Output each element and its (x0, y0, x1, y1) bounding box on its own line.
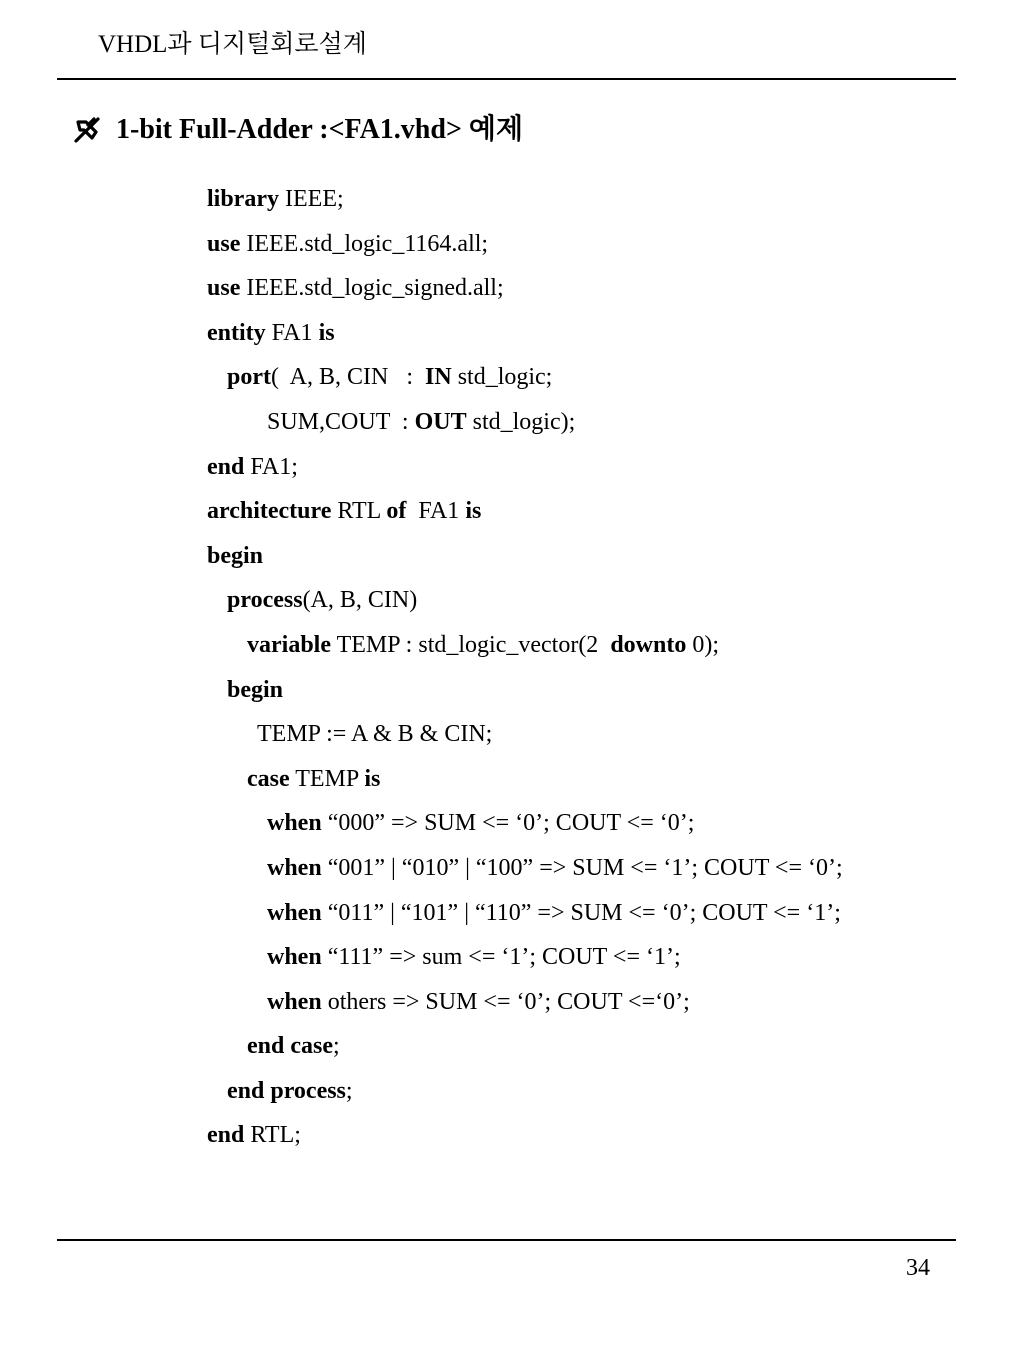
code-text: TEMP : std_logic_vector(2 (331, 631, 611, 658)
code-keyword: entity (207, 319, 266, 346)
code-keyword: end (207, 1122, 245, 1149)
code-keyword: end (207, 453, 245, 480)
code-line (207, 1024, 843, 1069)
code-line (207, 311, 843, 356)
code-line (207, 534, 843, 579)
code-text: std_logic; (451, 364, 553, 391)
code-text: ( A, B, CIN : (271, 364, 426, 391)
code-line (207, 980, 843, 1025)
code-text: RTL (331, 498, 387, 525)
code-text: “000” => SUM <= ‘0’; COUT <= ‘0’; (321, 810, 695, 837)
code-text: (A, B, CIN) (302, 587, 418, 614)
code-line (207, 400, 843, 445)
code-keyword: port (227, 364, 271, 391)
code-text: ; (345, 1077, 353, 1104)
code-keyword: is (465, 498, 482, 525)
code-line (207, 668, 843, 713)
code-line (207, 623, 843, 668)
slide-title-text: 1-bit Full-Adder :<FA1.vhd> 예제 (116, 114, 523, 145)
code-keyword: when (267, 810, 322, 837)
code-keyword: when (267, 854, 322, 881)
code-keyword: of (386, 498, 407, 525)
code-line (207, 712, 843, 757)
code-keyword: when (267, 988, 322, 1015)
code-keyword: OUT (414, 408, 467, 435)
code-text: IEEE.std_logic_signed.all; (240, 275, 504, 302)
code-keyword: variable (247, 631, 331, 658)
code-keyword: use (207, 230, 241, 257)
code-line (207, 1113, 843, 1158)
code-line (207, 222, 843, 267)
code-line (207, 757, 843, 802)
vhdl-code-block (207, 177, 843, 1158)
code-line (207, 935, 843, 980)
code-keyword: begin (207, 542, 264, 569)
footer-divider (57, 1239, 956, 1241)
code-keyword: process (227, 587, 303, 614)
code-text: “011” | “101” | “110” => SUM <= ‘0’; COUT <= ‘1’; (321, 899, 841, 926)
code-keyword: downto (610, 631, 687, 658)
code-line (207, 445, 843, 490)
page-number: 34 (906, 1255, 930, 1281)
code-text: “111” => sum <= ‘1’; COUT <= ‘1’; (321, 944, 681, 971)
code-line (207, 177, 843, 222)
code-text: IEEE.std_logic_1164.all; (240, 230, 489, 257)
code-text: TEMP := A & B & CIN; (257, 721, 493, 748)
code-line (207, 489, 843, 534)
code-keyword: begin (227, 676, 284, 703)
code-line (207, 355, 843, 400)
code-text: FA1 (406, 498, 466, 525)
code-keyword: is (318, 319, 335, 346)
code-text: others => SUM <= ‘0’; COUT <=‘0’; (321, 988, 690, 1015)
code-text: “001” | “010” | “100” => SUM <= ‘1’; COUT <= ‘0’; (321, 854, 843, 881)
code-line (207, 801, 843, 846)
code-line (207, 578, 843, 623)
header-divider (57, 78, 956, 80)
code-keyword: case (247, 765, 290, 792)
code-keyword: end case (247, 1033, 333, 1060)
code-line (207, 266, 843, 311)
code-keyword: when (267, 944, 322, 971)
header-title: VHDL과 디지털회로설계 (98, 31, 367, 58)
code-line (207, 891, 843, 936)
slide-title (70, 110, 523, 150)
code-keyword: end process (227, 1077, 346, 1104)
code-keyword: is (364, 765, 381, 792)
crossed-link-icon (70, 113, 104, 147)
code-text: std_logic); (466, 408, 576, 435)
code-text: TEMP (289, 765, 365, 792)
code-text: FA1 (265, 319, 319, 346)
code-keyword: architecture (207, 498, 332, 525)
code-text: ; (333, 1033, 340, 1060)
code-keyword: use (207, 275, 241, 302)
code-text: IEEE; (279, 186, 344, 212)
code-text: RTL; (244, 1122, 301, 1149)
code-text: 0); (686, 631, 720, 658)
code-text: FA1; (244, 453, 298, 480)
code-keyword: IN (425, 364, 452, 391)
code-keyword: when (267, 899, 322, 926)
code-keyword: library (207, 186, 279, 212)
code-text: SUM,COUT : (267, 408, 415, 435)
code-line (207, 1069, 843, 1114)
code-line (207, 846, 843, 891)
